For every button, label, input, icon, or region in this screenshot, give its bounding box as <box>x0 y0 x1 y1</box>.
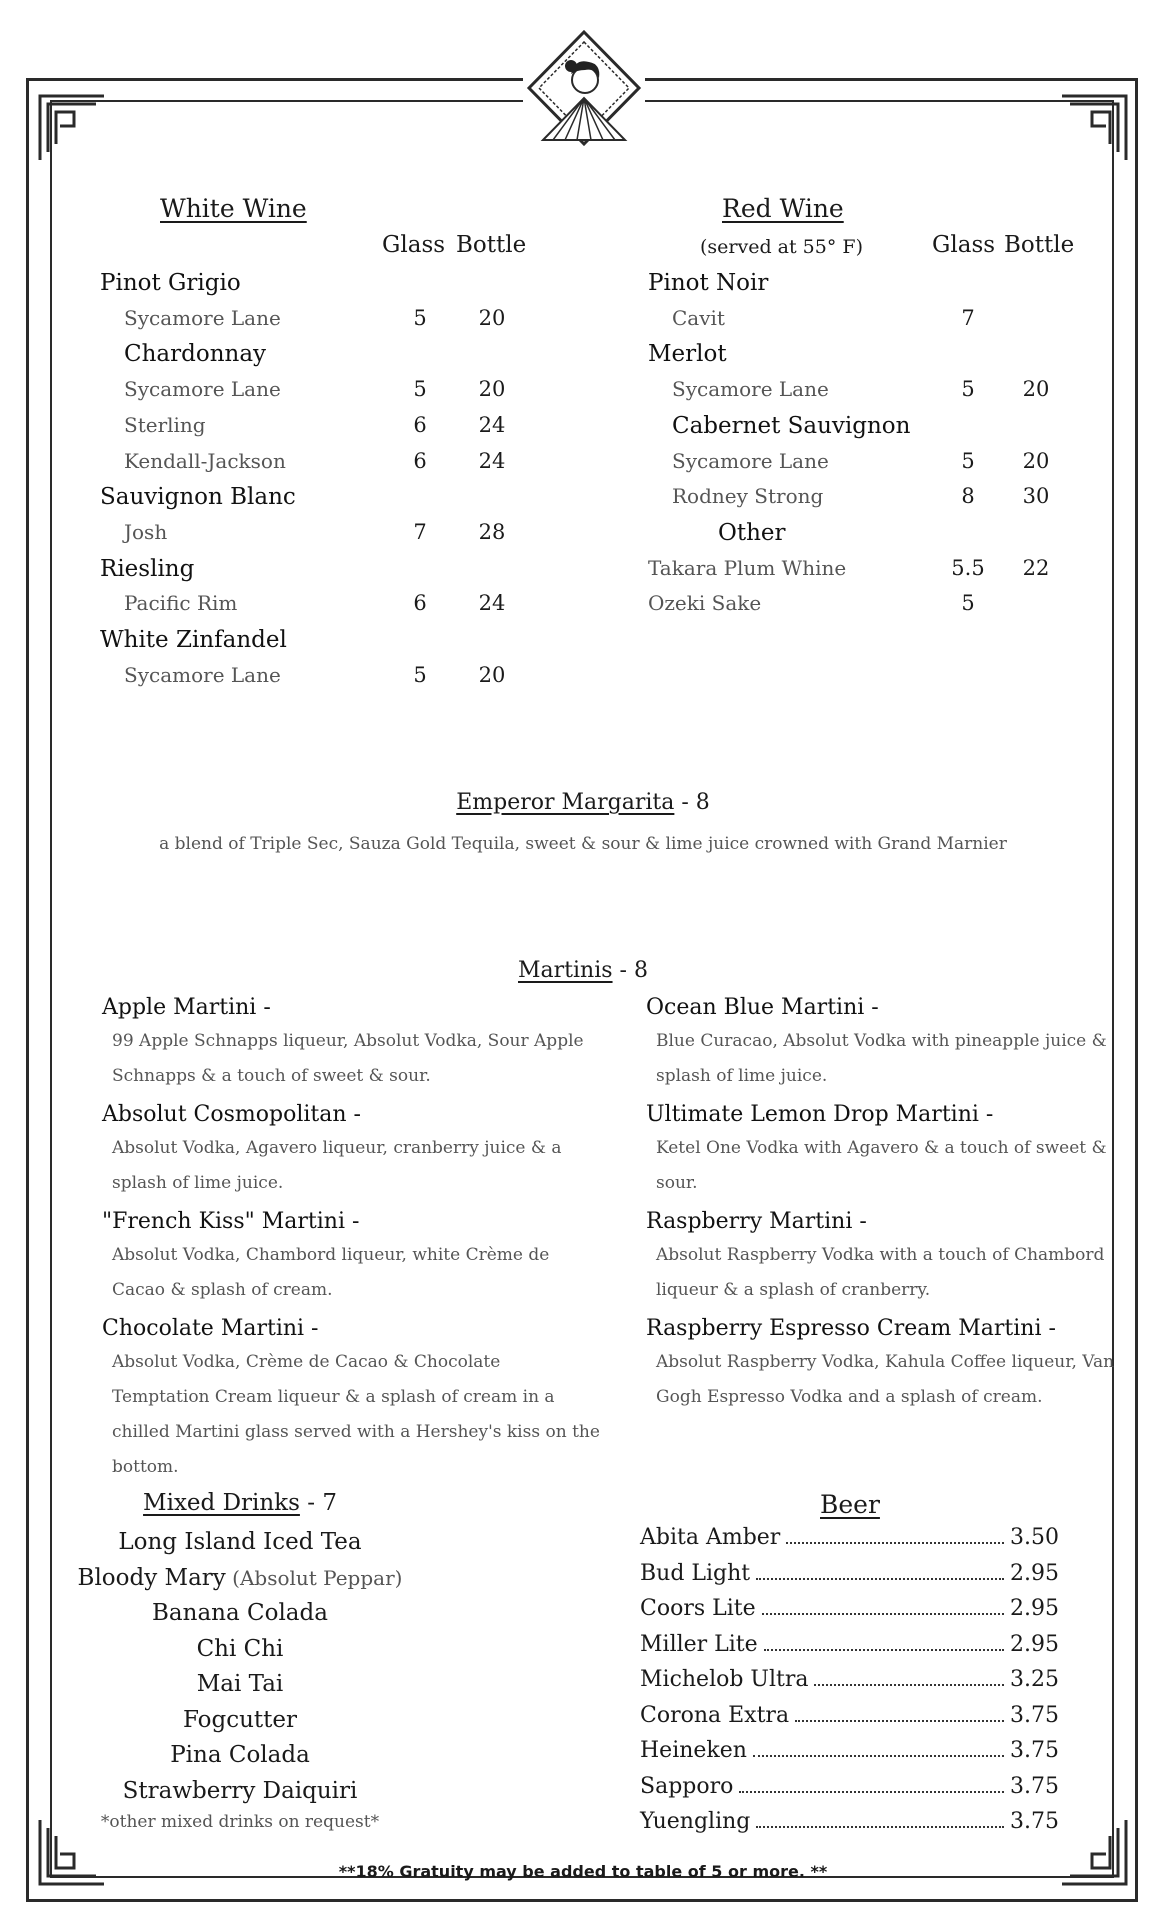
beer-price: 3.75 <box>1010 1773 1059 1799</box>
beer-row <box>640 1809 1059 1845</box>
red-wine-glass-price: 5.5 <box>951 555 985 580</box>
white-wine-glass-price: 5 <box>413 377 427 402</box>
martinis-price: - 8 <box>612 958 648 983</box>
white-wine-glass-price: 6 <box>413 412 427 437</box>
red-wine-name: Cabernet Sauvignon <box>672 412 911 439</box>
martini-description: Ketel One Vodka with Agavero & a touch of sweet & sour. <box>656 1138 1107 1193</box>
white-wine-row <box>100 520 580 554</box>
red-wine-glass-price: 5 <box>961 377 975 402</box>
corner-ornament-top-right <box>1052 86 1132 166</box>
white-wine-row <box>100 270 580 304</box>
beer-name: Heineken <box>640 1738 747 1763</box>
martini-item <box>102 1209 602 1308</box>
white-wine-name: Sycamore Lane <box>124 377 281 402</box>
mixed-drink-item <box>70 1738 410 1774</box>
white-wine-name: Sycamore Lane <box>124 662 281 687</box>
red-wine-glass-price: 7 <box>961 305 975 330</box>
white-wine-name: Pacific Rim <box>124 591 238 616</box>
martini-description: Absolut Vodka, Chambord liqueur, white Crème de Cacao & splash of cream. <box>112 1245 550 1300</box>
dot-leader <box>814 1684 1004 1686</box>
beer-title: Beer <box>820 1490 880 1519</box>
martini-name: "French Kiss" Martini - <box>102 1209 360 1234</box>
martini-name: Apple Martini - <box>102 995 271 1020</box>
beer-name: Abita Amber <box>640 1525 781 1550</box>
white-wine-name: Pinot Grigio <box>100 270 241 296</box>
margarita-price: - 8 <box>674 790 710 815</box>
red-wine-bottle-price: 30 <box>1022 484 1050 509</box>
mixed-drinks-title: Mixed Drinks <box>143 1490 300 1516</box>
white-wine-glass-header: Glass <box>382 232 446 258</box>
gratuity-note: **18% Gratuity may be added to table of 5 or more. ** <box>338 1862 828 1881</box>
white-wine-row <box>100 484 580 518</box>
white-wine-row <box>100 663 580 697</box>
mixed-drink-item <box>70 1703 410 1739</box>
beer-price: 3.50 <box>1010 1525 1059 1550</box>
beer-row <box>640 1596 1059 1632</box>
mixed-drink-name: Mai Tai <box>196 1671 284 1697</box>
beer-row <box>640 1738 1059 1774</box>
mixed-drink-name: Long Island Iced Tea <box>118 1529 362 1555</box>
beer-name: Coors Lite <box>640 1596 756 1621</box>
beer-row <box>640 1773 1059 1810</box>
margarita-description: a blend of Triple Sec, Sauza Gold Tequila, sweet & sour & lime juice crowned with Grand Marnier <box>159 834 1007 854</box>
martinis-heading <box>0 958 1166 983</box>
beer-row <box>640 1560 1059 1597</box>
martini-item <box>646 1209 1146 1308</box>
red-wine-bottle-price: 22 <box>1022 555 1050 580</box>
white-wine-name: Sterling <box>124 412 206 437</box>
margarita-title: Emperor Margarita <box>456 790 675 815</box>
beer-row <box>640 1631 1059 1668</box>
martini-description: Absolut Vodka, Crème de Cacao & Chocolate Temptation Cream liqueur & a splash of cream in a chilled Martini glass served with a Hershey's kiss on the bottom. <box>112 1352 600 1477</box>
red-wine-name: Rodney Strong <box>672 484 824 509</box>
mixed-drink-name: Banana Colada <box>152 1600 328 1626</box>
white-wine-row <box>100 341 580 375</box>
dot-leader <box>739 1791 1004 1793</box>
white-wine-row <box>100 449 580 483</box>
red-wine-row <box>648 556 1128 590</box>
red-wine-row <box>648 341 1128 375</box>
dot-leader <box>753 1755 1004 1757</box>
martini-item <box>102 1316 602 1485</box>
mixed-drink-name: Bloody Mary <box>77 1564 226 1591</box>
martini-name: Ocean Blue Martini - <box>646 995 879 1020</box>
white-wine-bottle-price: 24 <box>478 591 506 616</box>
white-wine-bottle-price: 20 <box>478 377 506 402</box>
red-wine-glass-price: 8 <box>961 484 975 509</box>
beer-row <box>640 1667 1059 1703</box>
martini-item <box>646 995 1146 1094</box>
white-wine-row <box>100 413 580 447</box>
mixed-drinks-heading <box>70 1490 410 1516</box>
martini-item <box>102 1102 602 1201</box>
mixed-drink-name: Pina Colada <box>170 1742 310 1768</box>
white-wine-glass-price: 6 <box>413 591 427 616</box>
red-wine-row <box>648 484 1128 518</box>
white-wine-name: Riesling <box>100 555 195 582</box>
martini-description: 99 Apple Schnapps liqueur, Absolut Vodka, Sour Apple Schnapps & a touch of sweet & sour. <box>112 1031 584 1086</box>
red-wine-row <box>648 270 1128 304</box>
red-wine-temperature-note: (served at 55° F) <box>700 236 863 258</box>
red-wine-row <box>648 413 1128 447</box>
white-wine-glass-price: 7 <box>413 519 427 544</box>
red-wine-row <box>648 591 1128 625</box>
mixed-drinks-footnote: *other mixed drinks on request* <box>100 1812 380 1832</box>
beer-price: 2.95 <box>1010 1596 1059 1621</box>
white-wine-name: Josh <box>124 519 168 544</box>
white-wine-bottle-price: 24 <box>478 412 506 437</box>
dot-leader <box>786 1542 1004 1544</box>
martini-name: Chocolate Martini - <box>102 1316 319 1341</box>
white-wine-row <box>100 591 580 625</box>
beer-name: Corona Extra <box>640 1702 790 1728</box>
white-wine-bottle-price: 24 <box>478 448 506 473</box>
martini-description: Blue Curacao, Absolut Vodka with pineapple juice & splash of lime juice. <box>656 1031 1107 1086</box>
white-wine-row <box>100 377 580 411</box>
white-wine-row <box>100 627 580 661</box>
martini-item <box>102 995 602 1094</box>
beer-price: 3.75 <box>1010 1702 1059 1728</box>
mixed-drink-item <box>70 1632 410 1668</box>
dot-leader <box>764 1649 1004 1651</box>
dot-leader <box>756 1578 1004 1580</box>
beer-price: 3.25 <box>1010 1667 1059 1692</box>
red-wine-glass-price: 5 <box>961 591 975 616</box>
martini-description: Absolut Vodka, Agavero liqueur, cranberry juice & a splash of lime juice. <box>112 1138 562 1193</box>
bloody-mary-note: (Absolut Peppar) <box>225 1565 403 1590</box>
martini-name: Ultimate Lemon Drop Martini - <box>646 1102 994 1127</box>
red-wine-bottle-header: Bottle <box>1004 232 1075 258</box>
dot-leader <box>795 1720 1004 1722</box>
red-wine-row <box>648 520 1128 554</box>
white-wine-bottle-price: 28 <box>478 519 506 544</box>
mixed-drinks-list <box>70 1525 410 1809</box>
red-wine-bottle-price: 20 <box>1022 448 1050 473</box>
white-wine-glass-price: 5 <box>413 662 427 687</box>
white-wine-glass-price: 5 <box>413 305 427 330</box>
white-wine-name: Chardonnay <box>124 341 267 368</box>
white-wine-glass-price: 6 <box>413 448 427 473</box>
beer-name: Bud Light <box>640 1560 751 1586</box>
white-wine-bottle-price: 20 <box>478 305 506 330</box>
white-wine-row <box>100 556 580 590</box>
margarita-heading <box>0 790 1166 815</box>
beer-price: 3.75 <box>1010 1809 1059 1834</box>
white-wine-name: Sauvignon Blanc <box>100 484 296 511</box>
white-wine-name: White Zinfandel <box>100 627 287 653</box>
beer-row <box>640 1702 1059 1739</box>
red-wine-row <box>648 449 1128 483</box>
beer-name: Miller Lite <box>640 1631 758 1657</box>
beer-name: Michelob Ultra <box>640 1667 809 1692</box>
red-wine-row <box>648 377 1128 411</box>
red-wine-name: Sycamore Lane <box>672 377 829 402</box>
beer-price: 3.75 <box>1010 1738 1059 1763</box>
red-wine-row <box>648 306 1128 340</box>
martini-name: Raspberry Espresso Cream Martini - <box>646 1316 1056 1341</box>
red-wine-name: Ozeki Sake <box>648 591 762 616</box>
martini-name: Raspberry Martini - <box>646 1209 867 1234</box>
white-wine-bottle-header: Bottle <box>456 232 527 258</box>
red-wine-glass-price: 5 <box>961 448 975 473</box>
beer-price: 2.95 <box>1010 1631 1059 1657</box>
mixed-drink-name: Chi Chi <box>196 1635 284 1662</box>
beer-name: Sapporo <box>640 1773 734 1799</box>
mixed-drink-item <box>70 1667 410 1703</box>
martini-description: Absolut Raspberry Vodka with a touch of Chambord liqueur & a splash of cranberry. <box>656 1245 1105 1300</box>
martinis-title: Martinis <box>518 958 613 983</box>
beer-price: 2.95 <box>1010 1560 1059 1586</box>
red-wine-name: Takara Plum Whine <box>648 555 847 580</box>
red-wine-name: Cavit <box>672 305 725 330</box>
beer-name: Yuengling <box>640 1809 751 1834</box>
red-wine-name: Merlot <box>648 341 727 368</box>
white-wine-row <box>100 306 580 340</box>
red-wine-name: Pinot Noir <box>648 270 769 296</box>
beer-list <box>640 1525 1059 1845</box>
beer-row <box>640 1525 1059 1561</box>
mixed-drink-item <box>70 1774 410 1810</box>
martini-name: Absolut Cosmopolitan - <box>102 1102 361 1127</box>
corner-ornament-bottom-right <box>1052 1814 1132 1894</box>
martini-description: Absolut Raspberry Vodka, Kahula Coffee liqueur, Van Gogh Espresso Vodka and a splash of cream. <box>656 1352 1115 1407</box>
red-wine-name: Other <box>718 519 786 546</box>
mixed-drink-name: Strawberry Daiquiri <box>122 1777 358 1804</box>
mixed-drinks-price: - 7 <box>299 1490 337 1516</box>
white-wine-name: Kendall-Jackson <box>124 448 286 473</box>
martini-item <box>646 1316 1146 1415</box>
white-wine-name: Sycamore Lane <box>124 305 281 330</box>
red-wine-name: Sycamore Lane <box>672 448 829 473</box>
mixed-drink-item <box>70 1596 410 1632</box>
corner-ornament-top-left <box>34 86 114 166</box>
mixed-drink-item <box>70 1561 410 1597</box>
red-wine-glass-header: Glass <box>932 232 996 258</box>
red-wine-bottle-price: 20 <box>1022 377 1050 402</box>
martini-item <box>646 1102 1146 1201</box>
geisha-logo-icon <box>523 28 645 154</box>
mixed-drink-name: Fogcutter <box>182 1706 298 1733</box>
mixed-drink-item <box>70 1525 410 1561</box>
white-wine-title: White Wine <box>160 194 307 223</box>
red-wine-title: Red Wine <box>722 194 844 223</box>
dot-leader <box>762 1613 1004 1615</box>
dot-leader <box>756 1826 1004 1828</box>
white-wine-bottle-price: 20 <box>478 662 506 687</box>
